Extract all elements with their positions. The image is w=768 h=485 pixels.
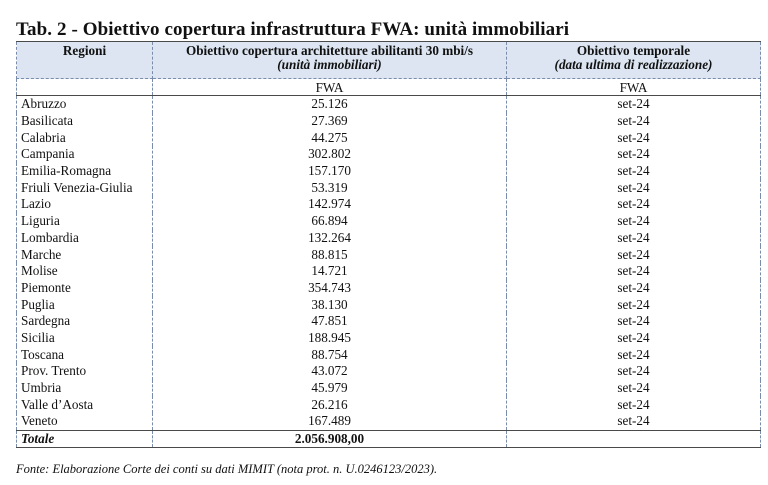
region-cell: Toscana [17,346,153,363]
region-cell: Umbria [17,380,153,397]
region-cell: Sicilia [17,330,153,347]
table-body [17,79,761,448]
value-cell: 167.489 [153,413,507,430]
value-cell: 26.216 [153,396,507,413]
source-note: Fonte: Elaborazione Corte dei conti su dati MIMIT (nota prot. n. U.0246123/2023). [16,462,438,476]
value-cell: 53.319 [153,179,507,196]
region-cell: Campania [17,146,153,163]
table-header [17,42,761,79]
table-row [17,213,761,230]
table-row [17,230,761,247]
table-row [17,346,761,363]
region-cell: Sardegna [17,313,153,330]
header-obiettivo-sub: (unità immobiliari) [277,57,382,72]
target-date-cell: set-24 [507,113,761,130]
region-cell: Molise [17,263,153,280]
fwa-label-a: FWA [153,79,507,96]
header-row [17,42,761,79]
fwa-coverage-table [16,41,761,448]
target-date-cell: set-24 [507,296,761,313]
region-cell: Abruzzo [17,96,153,113]
region-cell: Friuli Venezia-Giulia [17,179,153,196]
target-date-cell: set-24 [507,396,761,413]
target-date-cell: set-24 [507,330,761,347]
fwa-subheader-row [17,79,761,96]
target-date-cell: set-24 [507,96,761,113]
value-cell: 43.072 [153,363,507,380]
value-cell: 66.894 [153,213,507,230]
fwa-label-b: FWA [507,79,761,96]
total-label: Totale [17,430,153,448]
total-value: 2.056.908,00 [153,430,507,448]
target-date-cell: set-24 [507,413,761,430]
value-cell: 88.815 [153,246,507,263]
value-cell: 132.264 [153,230,507,247]
table-row [17,113,761,130]
region-cell: Puglia [17,296,153,313]
value-cell: 25.126 [153,96,507,113]
region-cell: Marche [17,246,153,263]
header-obiettivo-label: Obiettivo copertura architetture abilitanti 30 mbi/s [185,43,474,58]
value-cell: 142.974 [153,196,507,213]
region-cell: Valle d’Aosta [17,396,153,413]
table-row [17,363,761,380]
header-temporale [507,42,761,79]
header-regioni [17,42,153,79]
target-date-cell: set-24 [507,230,761,247]
value-cell: 38.130 [153,296,507,313]
table-row [17,246,761,263]
table-row [17,96,761,113]
region-cell: Basilicata [17,113,153,130]
header-regioni-label: Regioni [62,43,107,58]
table-row [17,163,761,180]
target-date-cell: set-24 [507,129,761,146]
target-date-cell: set-24 [507,313,761,330]
table-row [17,179,761,196]
value-cell: 27.369 [153,113,507,130]
target-date-cell: set-24 [507,196,761,213]
table-row [17,396,761,413]
fwa-empty-cell [17,79,153,96]
table-row [17,146,761,163]
region-cell: Prov. Trento [17,363,153,380]
value-cell: 354.743 [153,280,507,297]
region-cell: Piemonte [17,280,153,297]
target-date-cell: set-24 [507,146,761,163]
total-target [507,430,761,448]
value-cell: 44.275 [153,129,507,146]
region-cell: Lazio [17,196,153,213]
table-row [17,330,761,347]
table-title: Tab. 2 - Obiettivo copertura infrastruttura FWA: unità immobiliari [16,19,570,40]
header-obiettivo [153,42,507,79]
region-cell: Veneto [17,413,153,430]
table-row [17,129,761,146]
table-row [17,280,761,297]
value-cell: 302.802 [153,146,507,163]
value-cell: 45.979 [153,380,507,397]
table-row [17,263,761,280]
region-cell: Emilia-Romagna [17,163,153,180]
target-date-cell: set-24 [507,280,761,297]
value-cell: 157.170 [153,163,507,180]
value-cell: 14.721 [153,263,507,280]
target-date-cell: set-24 [507,363,761,380]
table-row [17,196,761,213]
value-cell: 47.851 [153,313,507,330]
region-cell: Lombardia [17,230,153,247]
target-date-cell: set-24 [507,213,761,230]
region-cell: Liguria [17,213,153,230]
value-cell: 88.754 [153,346,507,363]
target-date-cell: set-24 [507,346,761,363]
total-row [17,430,761,448]
table-row [17,413,761,430]
target-date-cell: set-24 [507,163,761,180]
table-row [17,313,761,330]
table-row [17,380,761,397]
target-date-cell: set-24 [507,263,761,280]
target-date-cell: set-24 [507,246,761,263]
target-date-cell: set-24 [507,179,761,196]
header-temporale-label: Obiettivo temporale [576,43,691,58]
target-date-cell: set-24 [507,380,761,397]
header-temporale-sub: (data ultima di realizzazione) [554,57,713,72]
table-row [17,296,761,313]
value-cell: 188.945 [153,330,507,347]
region-cell: Calabria [17,129,153,146]
